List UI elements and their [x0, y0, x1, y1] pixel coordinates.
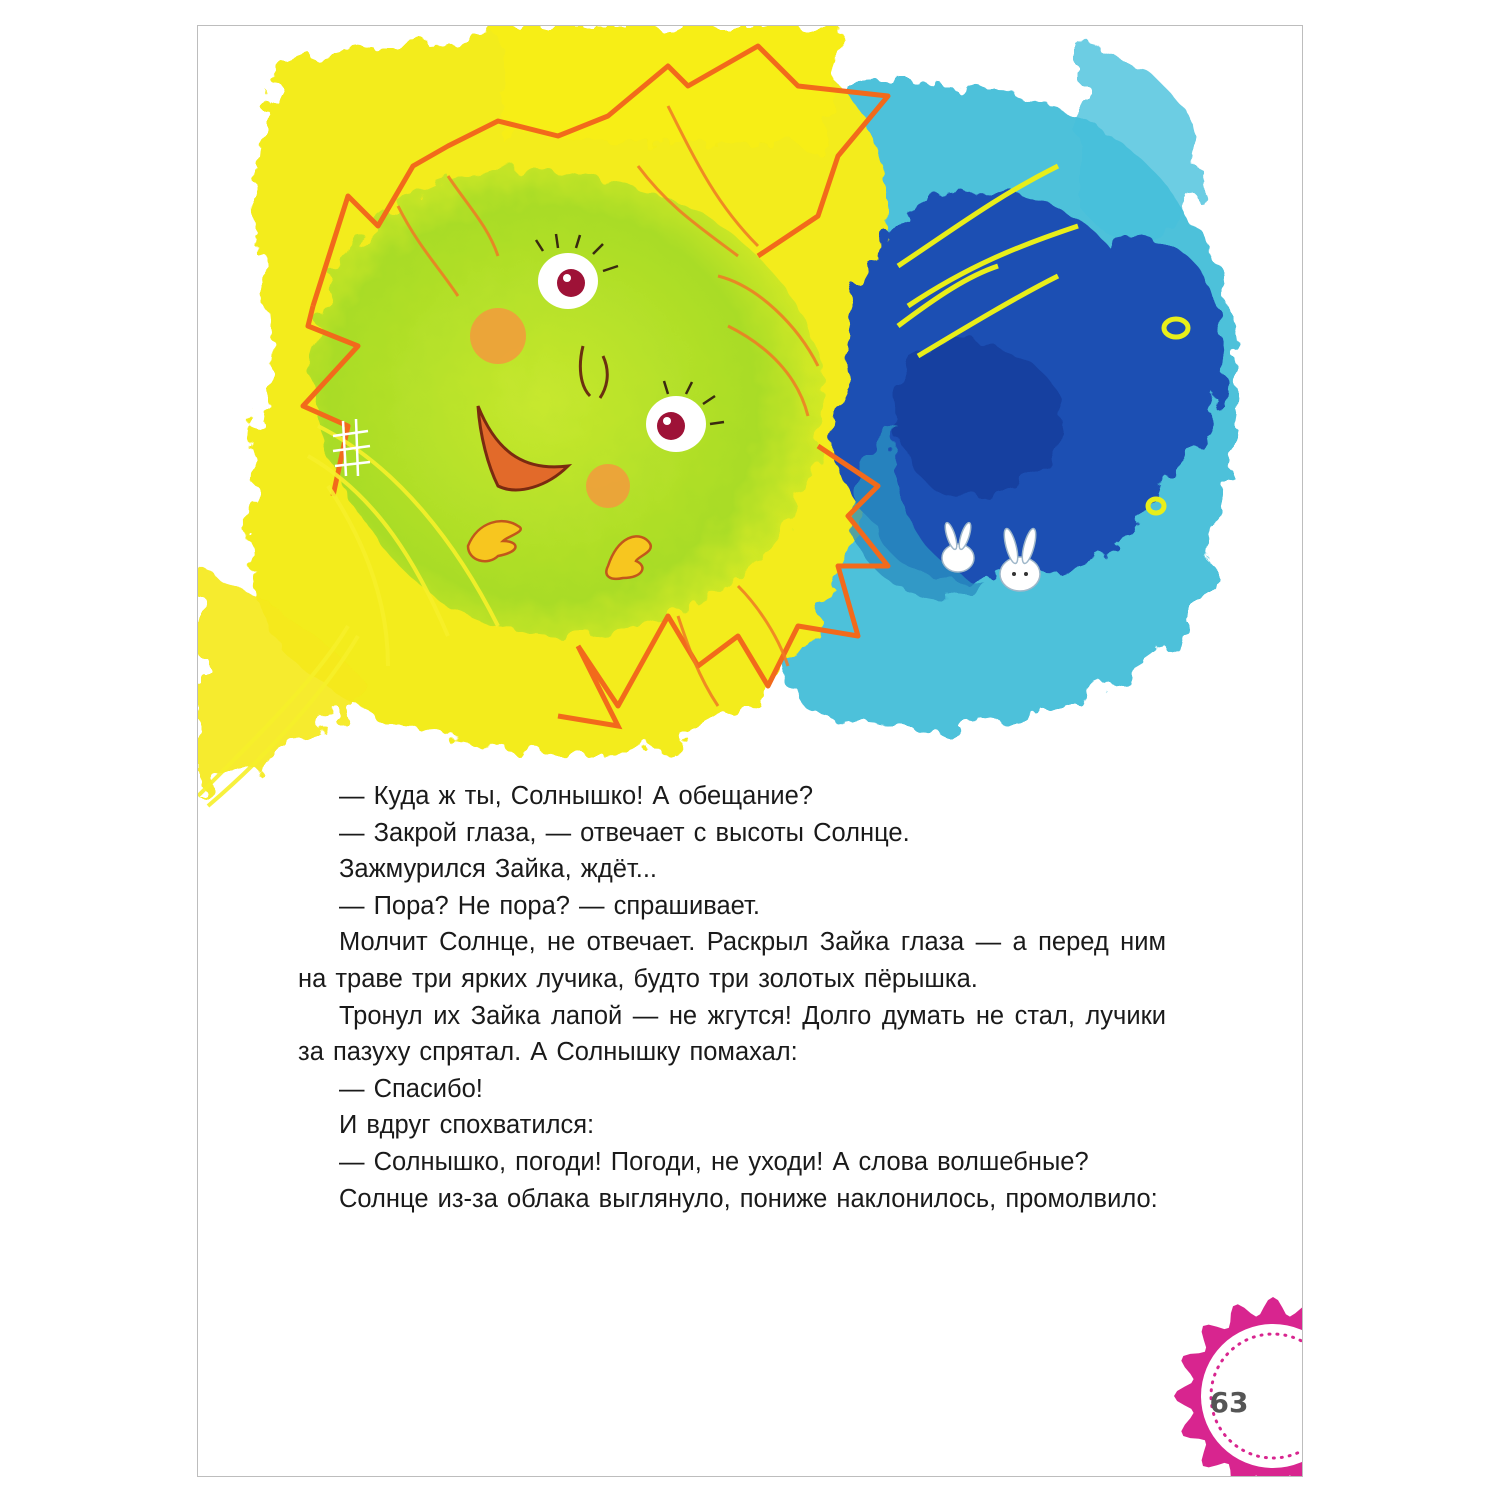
sun-and-cloud-illustration: [198, 26, 1302, 816]
story-paragraph: Солнце из-за облака выглянуло, пониже наклонилось, промолвило:: [339, 1184, 1158, 1213]
story-paragraph: — Закрой глаза, — отвечает с высоты Солнце.: [339, 818, 910, 847]
story-paragraph: — Пора? Не пора? — спрашивает.: [339, 891, 760, 920]
story-paragraph: — Солнышко, погоди! Погоди, не уходи! А слова волшебные?: [339, 1147, 1089, 1176]
story-paragraph: Тронул их Зайка лапой — не жгутся! Долго думать не стал, лучики за пазуху спрятал. А Солнышку помахал:: [298, 1001, 1166, 1067]
story-paragraph: — Куда ж ты, Солнышко! А обещание?: [339, 782, 814, 810]
page-number-badge-icon: [1153, 1291, 1303, 1477]
story-paragraph: И вдруг спохватился:: [339, 1111, 595, 1140]
page-number: 63: [1209, 1386, 1249, 1419]
story-paragraph: Зажмурился Зайка, ждёт...: [339, 855, 657, 884]
book-page: [197, 25, 1303, 1477]
story-paragraph: Молчит Солнце, не отвечает. Раскрыл Зайка глаза — а перед ним на траве три ярких лучика, будто три золотых пёрышка.: [298, 928, 1166, 993]
story-paragraph: — Спасибо!: [339, 1074, 483, 1103]
story-text: [298, 778, 1166, 1217]
